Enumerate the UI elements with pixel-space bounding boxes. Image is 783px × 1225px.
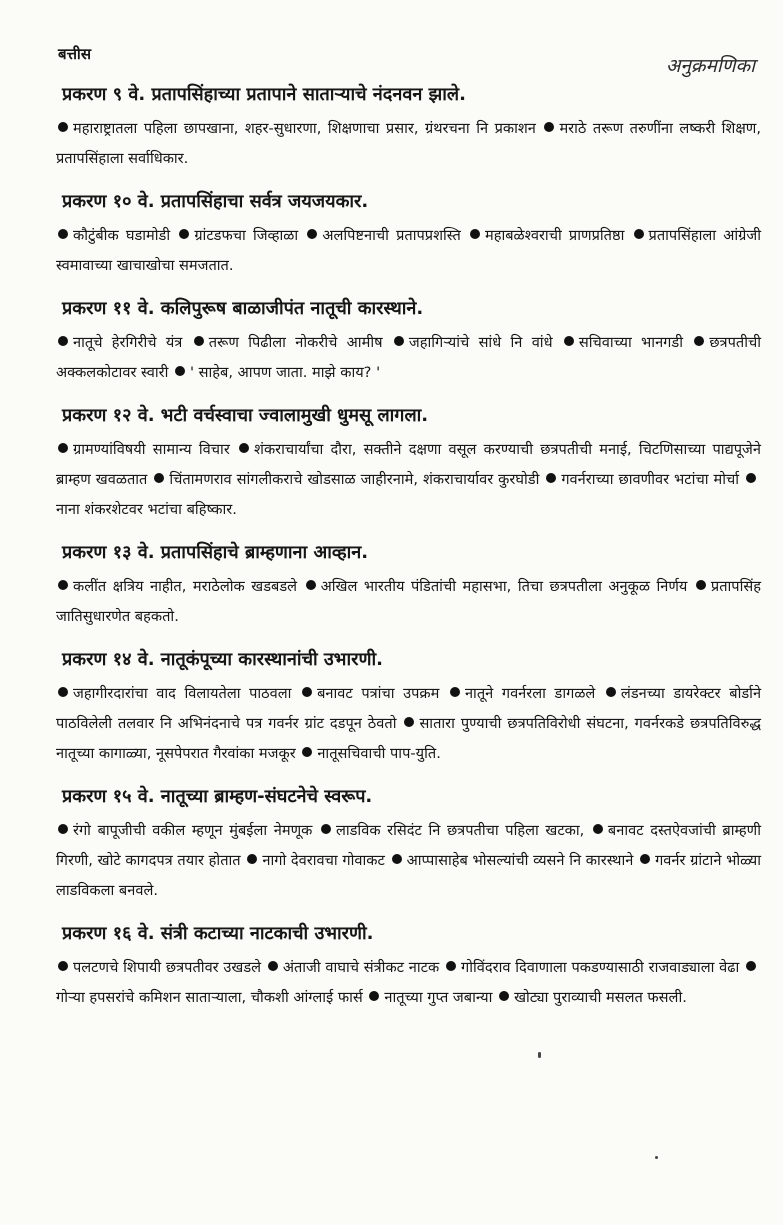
bullet-icon: [696, 580, 706, 590]
topic-item: सातारा पुण्याची छत्रपतिविरोधी संघटना, गवर्नरकडे छत्रपतिविरुद्ध नातूच्या कागाळ्या, नूसपेपरात गैरवांका मजकूर: [56, 715, 761, 762]
topic-item: नातूने गवर्नरला डागळले: [464, 685, 596, 702]
topic-item: जहागिऱ्यांचे सांधे नि वांधे: [408, 334, 553, 351]
topic-item: तरूण पिढीला नोकरीचे आमीष: [208, 334, 383, 351]
bullet-icon: [450, 687, 460, 697]
chapter-topics: [56, 435, 761, 525]
bullet-icon: [369, 991, 379, 1001]
bullet-icon: [58, 336, 68, 346]
bullet-icon: [394, 336, 404, 346]
bullet-icon: [302, 747, 312, 757]
topic-item: सचिवाच्या भानगडी: [578, 334, 683, 351]
chapter-heading: प्रकरण १६ वे. संत्री कटाच्या नाटकाची उभारणी.: [62, 923, 374, 944]
topic-item: प्रतापसिंहाला आंग्रेजी स्वमावाच्या खाचाखोचा समजतात.: [56, 227, 761, 274]
chapter-heading: प्रकरण १३ वे. प्रतापसिंहाचे ब्राम्हणाना आव्हान.: [62, 542, 369, 563]
topic-item: अलपिष्टनाची प्रतापप्रशस्ति: [322, 227, 461, 244]
topic-item: खोट्या पुराव्याची मसलत फसली.: [514, 989, 687, 1006]
topic-item: नातूच्या गुप्त जबान्या: [384, 989, 493, 1006]
chapter-topics: [56, 221, 761, 281]
topic-item: महाराष्ट्रातला पहिला छापखाना, शहर-सुधारणा, शिक्षणाचा प्रसार, ग्रंथरचना नि प्रकाशन: [73, 120, 536, 137]
topic-item: प्रतापसिंह जातिसुधारणेत बहकतो.: [56, 578, 761, 625]
bullet-icon: [175, 366, 185, 376]
bullet-icon: [640, 854, 650, 864]
topic-item: शंकराचार्यांचा दौरा, सक्तीने दक्षणा वसूल करण्याची छत्रपतीची मनाई, चिटणिसाच्या पाद्यपूजेने ब्राम्हण खवळतात: [56, 441, 761, 488]
chapter-entry: [56, 919, 761, 1013]
chapter-heading: प्रकरण १४ वे. नातूकंपूच्या कारस्थानांची उभारणी.: [62, 649, 383, 670]
bullet-icon: [404, 717, 414, 727]
topic-item: बनावट पत्रांचा उपक्रम: [317, 685, 440, 702]
bullet-icon: [58, 824, 68, 834]
running-head: [56, 40, 761, 80]
chapter-entry: [56, 294, 761, 388]
chapter-heading: प्रकरण ९ वे. प्रतापसिंहाच्या प्रतापाने साताऱ्याचे नंदनवन झाले.: [62, 84, 466, 105]
topic-item: गवर्नराच्या छावणीवर भटांचा मोर्चा: [561, 471, 740, 488]
chapter-heading: प्रकरण १० वे. प्रतापसिंहाचा सर्वत्र जयजयकार.: [62, 191, 369, 212]
stray-ink-mark: [655, 1156, 658, 1159]
bullet-icon: [179, 229, 189, 239]
topic-item: लाडविक रसिदंट नि छत्रपतीचा पहिला खटका,: [335, 822, 585, 839]
bullet-icon: [268, 961, 278, 971]
topic-item: कलींत क्षत्रिय नाहीत, मराठेलोक खडबडले: [73, 578, 298, 595]
topic-item: ग्रांटडफचा जिव्हाळा: [194, 227, 299, 244]
bullet-icon: [58, 961, 68, 971]
chapter-topics: [56, 572, 761, 632]
topic-item: आप्पासाहेब भोसल्यांची व्यसने नि कारस्थाने: [406, 852, 634, 869]
chapter-topics: [56, 953, 761, 1013]
bullet-icon: [239, 443, 249, 453]
bullet-icon: [564, 336, 574, 346]
chapter-entry: [56, 80, 761, 174]
topic-item: रंगो बापूजीची वकील म्हणून मुंबईला नेमणूक: [73, 822, 313, 839]
bullet-icon: [58, 443, 68, 453]
bullet-icon: [546, 473, 556, 483]
bullet-icon: [194, 336, 204, 346]
bullet-icon: [470, 229, 480, 239]
topic-item: छत्रपतीची अक्कलकोटावर स्वारी: [56, 334, 762, 381]
bullet-icon: [392, 854, 402, 864]
page-number: बत्तीस: [58, 45, 91, 63]
bullet-icon: [746, 961, 756, 971]
topic-item: अंताजी वाघाचे संत्रीकट नाटक: [282, 959, 440, 976]
topic-item: ' साहेब, आपण जाता. माझे काय? ': [190, 364, 381, 381]
topic-item: चिंतामणराव सांगलीकराचे खोडसाळ जाहीरनामे, शंकराचार्यावर कुरघोडी: [169, 471, 540, 488]
topic-item: गवर्नर ग्रांटाने भोळ्या लाडविकला बनवले.: [56, 852, 762, 899]
topic-item: लंडनच्या डायरेक्टर बोर्डाने पाठविलेली तलवार नि अभिनंदनाचे पत्र गवर्नर ग्रांट दडपून ठेवतो: [56, 685, 762, 732]
bullet-icon: [499, 991, 509, 1001]
bullet-icon: [606, 687, 616, 697]
running-title: अनुक्रमणिका: [665, 55, 755, 77]
bullet-icon: [58, 580, 68, 590]
topic-item: बनावट दस्तऐवजांची ब्राम्हणी गिरणी, खोटे कागदपत्र तयार होतात: [56, 822, 761, 869]
chapter-heading: प्रकरण १२ वे. भटी वर्चस्वाचा ज्वालामुखी धुमसू लागला.: [62, 405, 429, 426]
topic-item: जहागीरदारांचा वाद विलायतेला पाठवला: [73, 685, 292, 702]
bullet-icon: [307, 229, 317, 239]
topic-item: कौटुंबीक घडामोडी: [73, 227, 171, 244]
bullet-icon: [321, 824, 331, 834]
topic-item: नागो देवरावचा गोवाकट: [262, 852, 385, 869]
bullet-icon: [634, 229, 644, 239]
bullet-icon: [593, 824, 603, 834]
topic-item: पलटणचे शिपायी छत्रपतीवर उखडले: [73, 959, 262, 976]
chapter-entry: [56, 187, 761, 281]
topic-item: ग्रामण्यांविषयी सामान्य विचार: [73, 441, 230, 458]
chapter-topics: [56, 816, 761, 906]
bullet-icon: [694, 336, 704, 346]
bullet-icon: [247, 854, 257, 864]
bullet-icon: [746, 473, 756, 483]
chapter-entry: [56, 538, 761, 632]
stray-ink-mark: [538, 1052, 541, 1058]
bullet-icon: [58, 687, 68, 697]
topic-item: नातूचे हेरगिरीचे यंत्र: [73, 334, 183, 351]
chapter-topics: [56, 114, 761, 174]
topic-item: नातूसचिवाची पाप-युति.: [317, 745, 441, 762]
bullet-icon: [58, 122, 68, 132]
chapter-entry: [56, 401, 761, 525]
chapter-topics: [56, 328, 761, 388]
topic-item: अखिल भारतीय पंडितांची महासभा, तिचा छत्रपतीला अनुकूळ निर्णय: [320, 578, 688, 595]
bullet-icon: [58, 229, 68, 239]
topic-item: मराठे तरूण तरुणींना लष्करी शिक्षण, प्रतापसिंहाला सर्वाधिकार.: [56, 120, 761, 167]
chapter-entry: [56, 782, 761, 906]
chapter-topics: [56, 679, 761, 769]
bullet-icon: [544, 122, 554, 132]
topic-item: गोविंदराव दिवाणाला पकडण्यासाठी राजवाड्याला वेढा: [461, 959, 740, 976]
bullet-icon: [302, 687, 312, 697]
topic-item: नाना शंकरशेटवर भटांचा बहिष्कार.: [56, 501, 237, 518]
topic-item: गोऱ्या हपसरांचे कमिशन साताऱ्याला, चौकशी आंग्लाई फार्स: [56, 989, 363, 1006]
bullet-icon: [154, 473, 164, 483]
topic-item: महाबळेश्वराची प्राणप्रतिष्ठा: [484, 227, 625, 244]
chapter-heading: प्रकरण १५ वे. नातूच्या ब्राम्हण-संघटनेचे स्वरूप.: [62, 786, 373, 807]
chapter-heading: प्रकरण ११ वे. कलिपुरूष बाळाजीपंत नातूची कारस्थाने.: [62, 298, 424, 319]
bullet-icon: [306, 580, 316, 590]
table-of-contents: [56, 80, 761, 1013]
bullet-icon: [446, 961, 456, 971]
chapter-entry: [56, 645, 761, 769]
